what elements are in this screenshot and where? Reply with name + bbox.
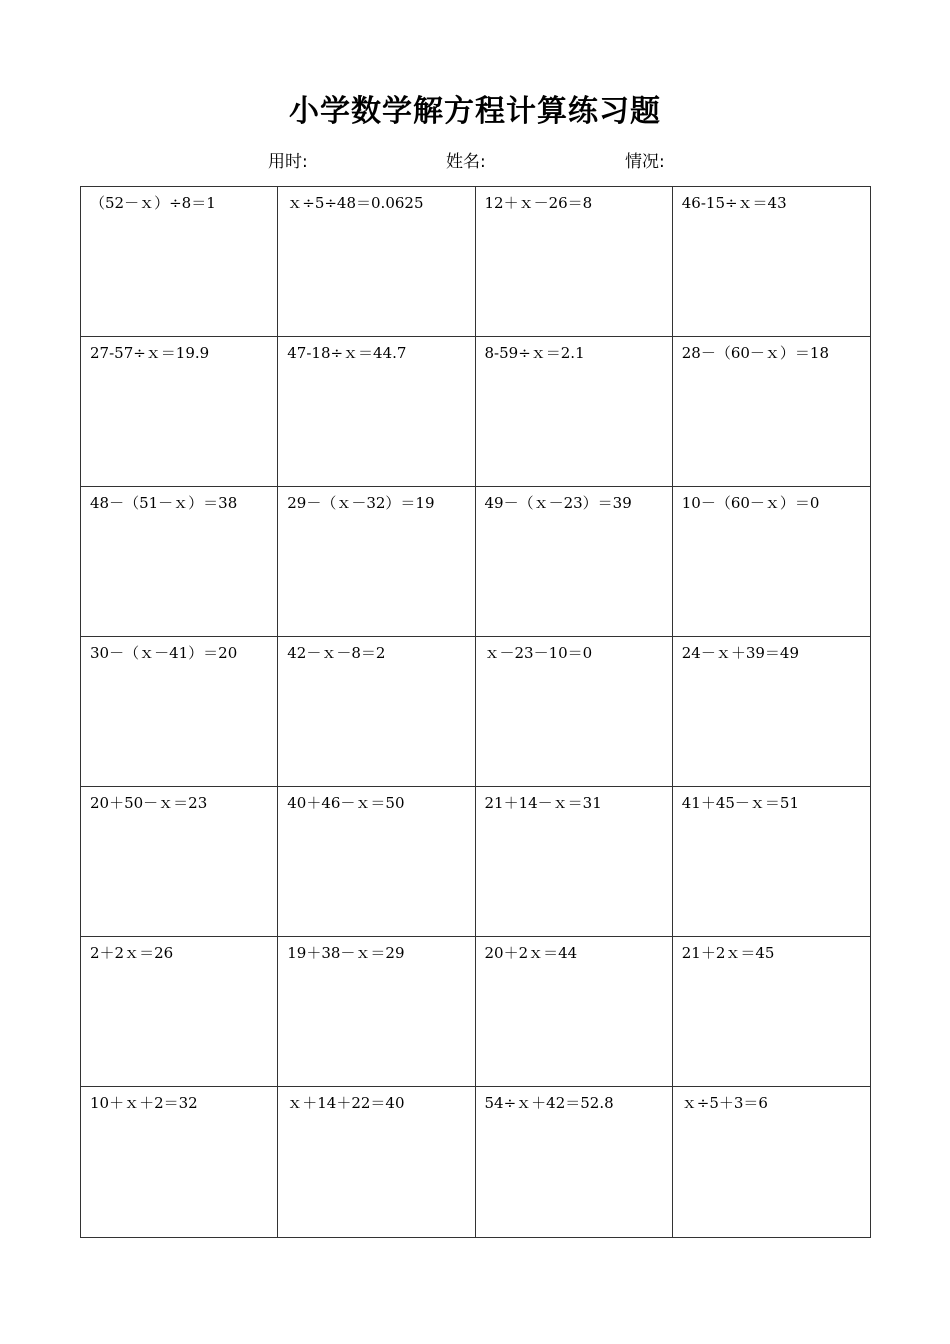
problem-cell: 10＋ｘ＋2＝32: [81, 1087, 278, 1237]
problem-cell: 28－（60－ｘ）＝18: [673, 337, 870, 487]
problem-cell: 12＋ｘ－26＝8: [476, 187, 673, 337]
problem-cell: 41＋45－ｘ＝51: [673, 787, 870, 937]
problem-cell: 42－ｘ－8＝2: [278, 637, 475, 787]
problem-cell: 49－（ｘ－23）＝39: [476, 487, 673, 637]
problem-cell: 30－（ｘ－41）＝20: [81, 637, 278, 787]
problem-cell: 48－（51－ｘ）＝38: [81, 487, 278, 637]
problem-cell: 21＋14－ｘ＝31: [476, 787, 673, 937]
problem-cell: 19＋38－ｘ＝29: [278, 937, 475, 1087]
page-title: 小学数学解方程计算练习题: [289, 94, 661, 129]
status-label: 情况:: [625, 152, 665, 172]
problem-cell: 47-18÷ｘ＝44.7: [278, 337, 475, 487]
problem-cell: 27-57÷ｘ＝19.9: [81, 337, 278, 487]
problem-cell: ｘ－23－10＝0: [476, 637, 673, 787]
problem-cell: 54÷ｘ＋42＝52.8: [476, 1087, 673, 1237]
problem-cell: 8-59÷ｘ＝2.1: [476, 337, 673, 487]
problem-cell: ｘ÷5÷48＝0.0625: [278, 187, 475, 337]
problem-cell: 2＋2ｘ＝26: [81, 937, 278, 1087]
problem-cell: 24－ｘ＋39＝49: [673, 637, 870, 787]
problem-cell: 20＋50－ｘ＝23: [81, 787, 278, 937]
problem-cell: （52－ｘ）÷8＝1: [81, 187, 278, 337]
problem-cell: 10－（60－ｘ）＝0: [673, 487, 870, 637]
problem-cell: ｘ＋14＋22＝40: [278, 1087, 475, 1237]
problem-cell: 29－（ｘ－32）＝19: [278, 487, 475, 637]
problem-grid: [80, 186, 871, 1238]
problem-cell: ｘ÷5＋3＝6: [681, 1094, 768, 1112]
name-label: 姓名:: [446, 152, 486, 172]
problem-cell: 40＋46－ｘ＝50: [278, 787, 475, 937]
problem-cell: 21＋2ｘ＝45: [673, 937, 870, 1087]
problem-cell: 46-15÷ｘ＝43: [673, 187, 870, 337]
problem-cell: 20＋2ｘ＝44: [476, 937, 673, 1087]
time-label: 用时:: [268, 152, 308, 172]
